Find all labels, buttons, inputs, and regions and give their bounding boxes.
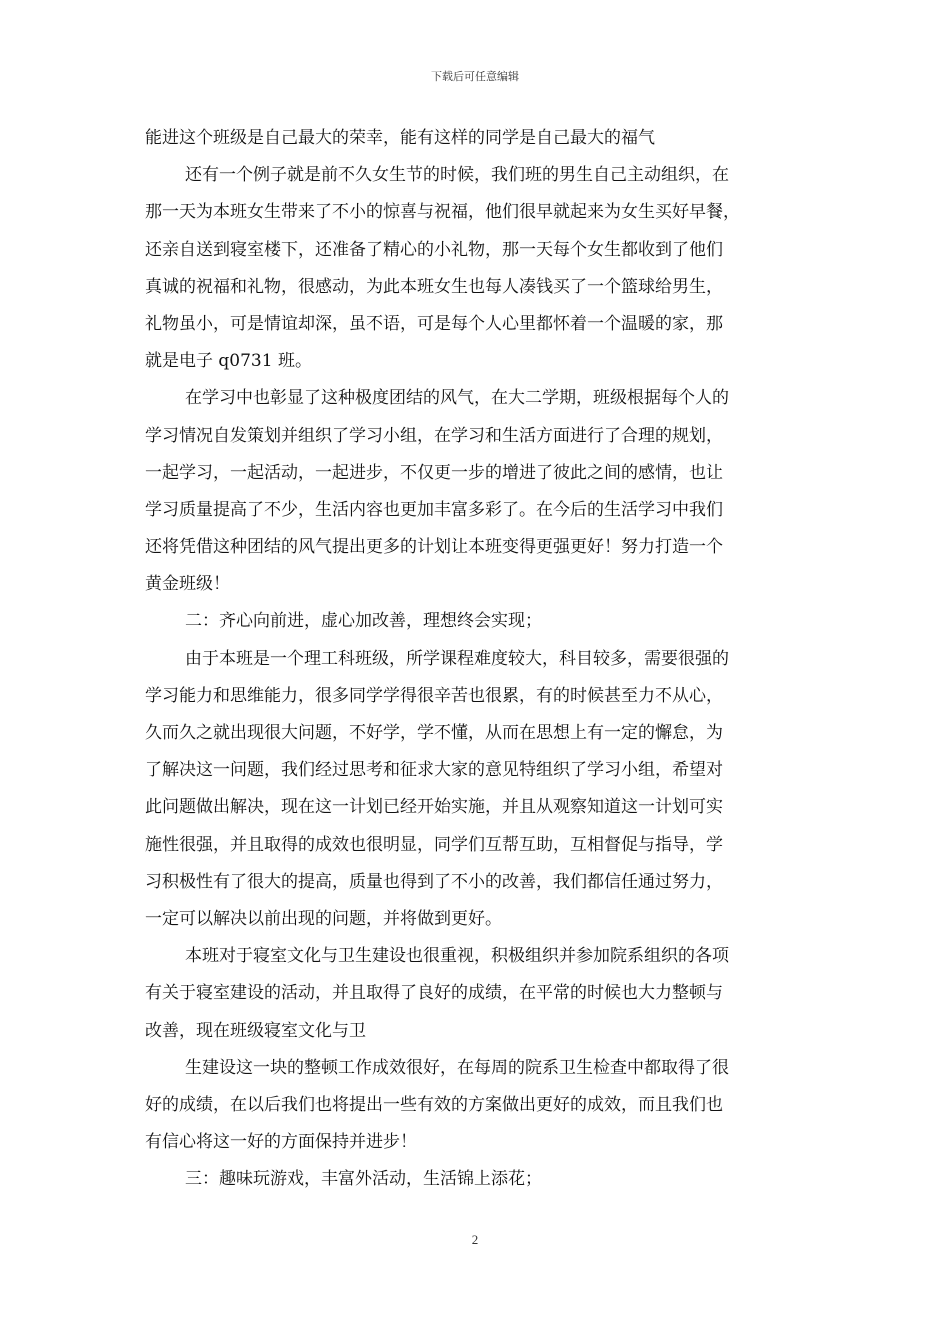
text-line: 学习质量提高了不少，生活内容也更加丰富多彩了。在今后的生活学习中我们	[145, 499, 723, 520]
text-line: 本班对于寝室文化与卫生建设也很重视，积极组织并参加院系组织的各项	[185, 946, 729, 967]
text-line: 二：齐心向前进，虚心加改善，理想终会实现；	[185, 611, 542, 632]
text-line: 能进这个班级是自己最大的荣幸，能有这样的同学是自己最大的福气	[145, 128, 655, 148]
text-line: 就是电子 q0731 班。	[145, 351, 312, 372]
document-body	[145, 120, 810, 1198]
text-line: 礼物虽小，可是情谊却深，虽不语，可是每个人心里都怀着一个温暖的家，那	[145, 313, 723, 334]
text-line: 还亲自送到寝室楼下，还准备了精心的小礼物，那一天每个女生都收到了他们	[145, 239, 723, 260]
text-line: 学习能力和思维能力，很多同学学得很辛苦也很累，有的时候甚至力不从心，	[145, 685, 723, 706]
text-line: 久而久之就出现很大问题，不好学，学不懂，从而在思想上有一定的懈怠，为	[145, 723, 723, 743]
text-line: 真诚的祝福和礼物，很感动，为此本班女生也每人凑钱买了一个篮球给男生，	[145, 276, 723, 297]
text-line: 黄金班级！	[145, 574, 230, 595]
text-line: 三：趣味玩游戏，丰富外活动，生活锦上添花；	[185, 1169, 542, 1190]
text-line: 改善，现在班级寝室文化与卫	[145, 1020, 366, 1041]
text-line: 好的成绩，在以后我们也将提出一些有效的方案做出更好的成效，而且我们也	[145, 1094, 723, 1115]
text-line: 一定可以解决以前出现的问题，并将做到更好。	[145, 908, 502, 929]
text-line: 有关于寝室建设的活动，并且取得了良好的成绩，在平常的时候也大力整顿与	[145, 983, 723, 1004]
text-line: 在学习中也彰显了这种极度团结的风气，在大二学期，班级根据每个人的	[185, 388, 729, 409]
page-number: 2	[471, 1232, 479, 1247]
text-line: 此问题做出解决，现在这一计划已经开始实施，并且从观察知道这一计划可实	[145, 797, 723, 818]
page-header: 下载后可任意编辑	[431, 70, 519, 83]
text-line: 由于本班是一个理工科班级，所学课程难度较大，科目较多，需要很强的	[185, 648, 729, 669]
text-line: 生建设这一块的整顿工作成效很好，在每周的院系卫生检查中都取得了很	[185, 1057, 729, 1078]
text-line: 还有一个例子就是前不久女生节的时候，我们班的男生自己主动组织，在	[185, 165, 729, 186]
text-line: 学习情况自发策划并组织了学习小组，在学习和生活方面进行了合理的规划，	[145, 425, 723, 446]
text-line: 一起学习，一起活动，一起进步，不仅更一步的增进了彼此之间的感情，也让	[145, 462, 723, 483]
text-line: 了解决这一问题，我们经过思考和征求大家的意见特组织了学习小组，希望对	[145, 760, 723, 781]
text-line: 有信心将这一好的方面保持并进步！	[145, 1132, 417, 1153]
text-line: 还将凭借这种团结的风气提出更多的计划让本班变得更强更好！努力打造一个	[145, 537, 723, 558]
text-line: 习积极性有了很大的提高，质量也得到了不小的改善，我们都信任通过努力，	[145, 871, 723, 892]
text-line: 那一天为本班女生带来了不小的惊喜与祝福，他们很早就起来为女生买好早餐，	[145, 202, 740, 223]
text-line: 施性很强，并且取得的成效也很明显，同学们互帮互助，互相督促与指导，学	[145, 834, 723, 855]
